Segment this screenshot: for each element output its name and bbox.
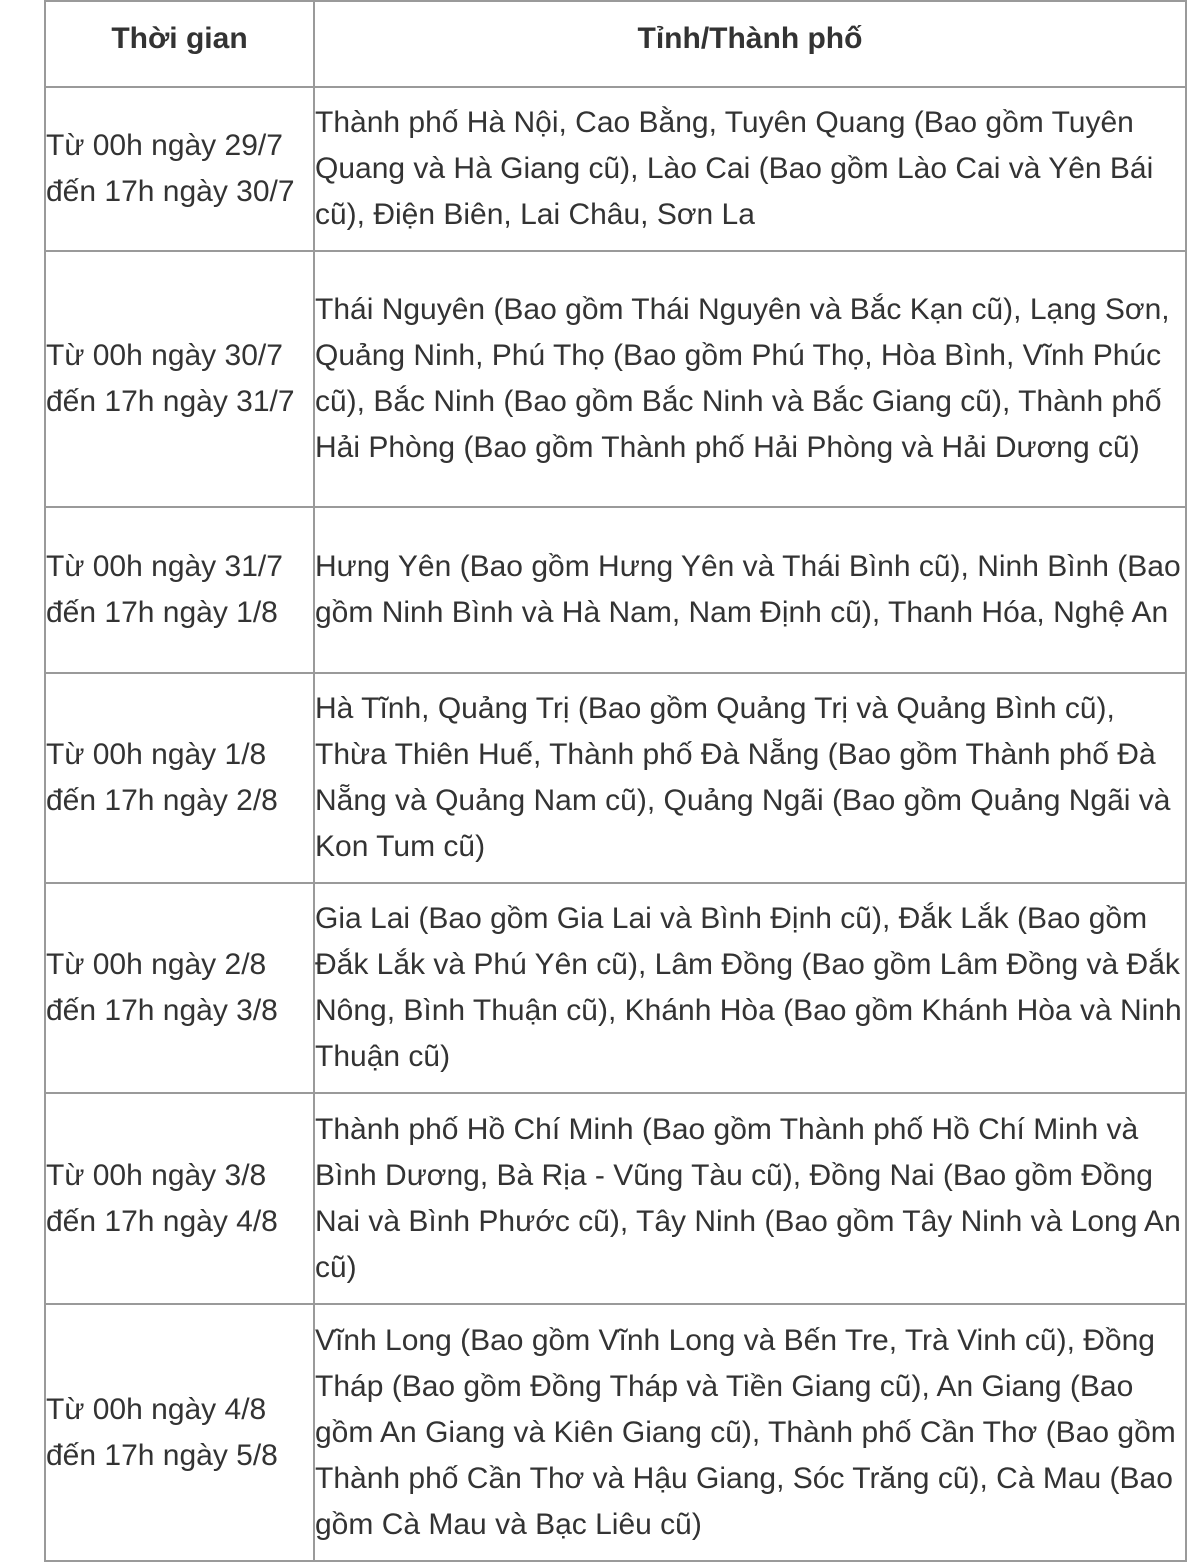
time-start: Từ 00h ngày 30/7 <box>46 339 283 372</box>
province-cell: Thành phố Hồ Chí Minh (Bao gồm Thành phố Hồ Chí Minh và Bình Dương, Bà Rịa - Vũng Tàu cũ), Đồng Nai (Bao gồm Đồng Nai và Bình Phước cũ), Tây Ninh (Bao gồm Tây Ninh và Long An cũ) <box>314 1093 1186 1304</box>
time-start: Từ 00h ngày 31/7 <box>46 550 283 583</box>
schedule-table <box>44 0 1187 1562</box>
time-start: Từ 00h ngày 4/8 <box>46 1392 267 1426</box>
time-start: Từ 00h ngày 29/7 <box>46 129 283 162</box>
time-cell <box>45 87 314 251</box>
time-end: đến 17h ngày 2/8 <box>46 784 278 817</box>
time-end: đến 17h ngày 5/8 <box>46 1438 278 1472</box>
time-cell <box>45 883 314 1093</box>
time-end: đến 17h ngày 4/8 <box>46 1204 278 1238</box>
time-end: đến 17h ngày 31/7 <box>46 385 295 418</box>
header-time: Thời gian <box>45 1 314 87</box>
time-end: đến 17h ngày 1/8 <box>46 596 278 629</box>
time-cell <box>45 507 314 673</box>
time-end: đến 17h ngày 3/8 <box>46 994 278 1027</box>
time-cell <box>45 251 314 507</box>
time-cell <box>45 1093 314 1304</box>
table-row <box>45 673 1186 883</box>
header-province: Tỉnh/Thành phố <box>314 1 1186 87</box>
province-cell: Hà Tĩnh, Quảng Trị (Bao gồm Quảng Trị và Quảng Bình cũ), Thừa Thiên Huế, Thành phố Đà Nẵng (Bao gồm Thành phố Đà Nẵng và Quảng Nam cũ), Quảng Ngãi (Bao gồm Quảng Ngãi và Kon Tum cũ) <box>314 673 1186 883</box>
time-cell <box>45 673 314 883</box>
time-start: Từ 00h ngày 3/8 <box>46 1158 267 1192</box>
time-start: Từ 00h ngày 1/8 <box>46 738 267 771</box>
time-start: Từ 00h ngày 2/8 <box>46 948 267 981</box>
table-row <box>45 87 1186 251</box>
province-cell: Vĩnh Long (Bao gồm Vĩnh Long và Bến Tre, Trà Vinh cũ), Đồng Tháp (Bao gồm Đồng Tháp và Tiền Giang cũ), An Giang (Bao gồm An Giang và Kiên Giang cũ), Thành phố Cần Thơ (Bao gồm Thành phố Cần Thơ và Hậu Giang, Sóc Trăng cũ), Cà Mau (Bao gồm Cà Mau và Bạc Liêu cũ) <box>314 1304 1186 1561</box>
province-cell: Gia Lai (Bao gồm Gia Lai và Bình Định cũ), Đắk Lắk (Bao gồm Đắk Lắk và Phú Yên cũ), Lâm Đồng (Bao gồm Lâm Đồng và Đắk Nông, Bình Thuận cũ), Khánh Hòa (Bao gồm Khánh Hòa và Ninh Thuận cũ) <box>314 883 1186 1093</box>
province-cell: Thái Nguyên (Bao gồm Thái Nguyên và Bắc Kạn cũ), Lạng Sơn, Quảng Ninh, Phú Thọ (Bao gồm Phú Thọ, Hòa Bình, Vĩnh Phúc cũ), Bắc Ninh (Bao gồm Bắc Ninh và Bắc Giang cũ), Thành phố Hải Phòng (Bao gồm Thành phố Hải Phòng và Hải Dương cũ) <box>314 251 1186 507</box>
province-cell: Thành phố Hà Nội, Cao Bằng, Tuyên Quang (Bao gồm Tuyên Quang và Hà Giang cũ), Lào Cai (Bao gồm Lào Cai và Yên Bái cũ), Điện Biên, Lai Châu, Sơn La <box>314 87 1186 251</box>
table-row <box>45 507 1186 673</box>
province-cell: Hưng Yên (Bao gồm Hưng Yên và Thái Bình cũ), Ninh Bình (Bao gồm Ninh Bình và Hà Nam, Nam Định cũ), Thanh Hóa, Nghệ An <box>314 507 1186 673</box>
table-row <box>45 251 1186 507</box>
table-row <box>45 1304 1186 1561</box>
table-row <box>45 1093 1186 1304</box>
header-row <box>45 1 1186 87</box>
time-end: đến 17h ngày 30/7 <box>46 175 295 208</box>
table-row <box>45 883 1186 1093</box>
time-cell <box>45 1304 314 1561</box>
